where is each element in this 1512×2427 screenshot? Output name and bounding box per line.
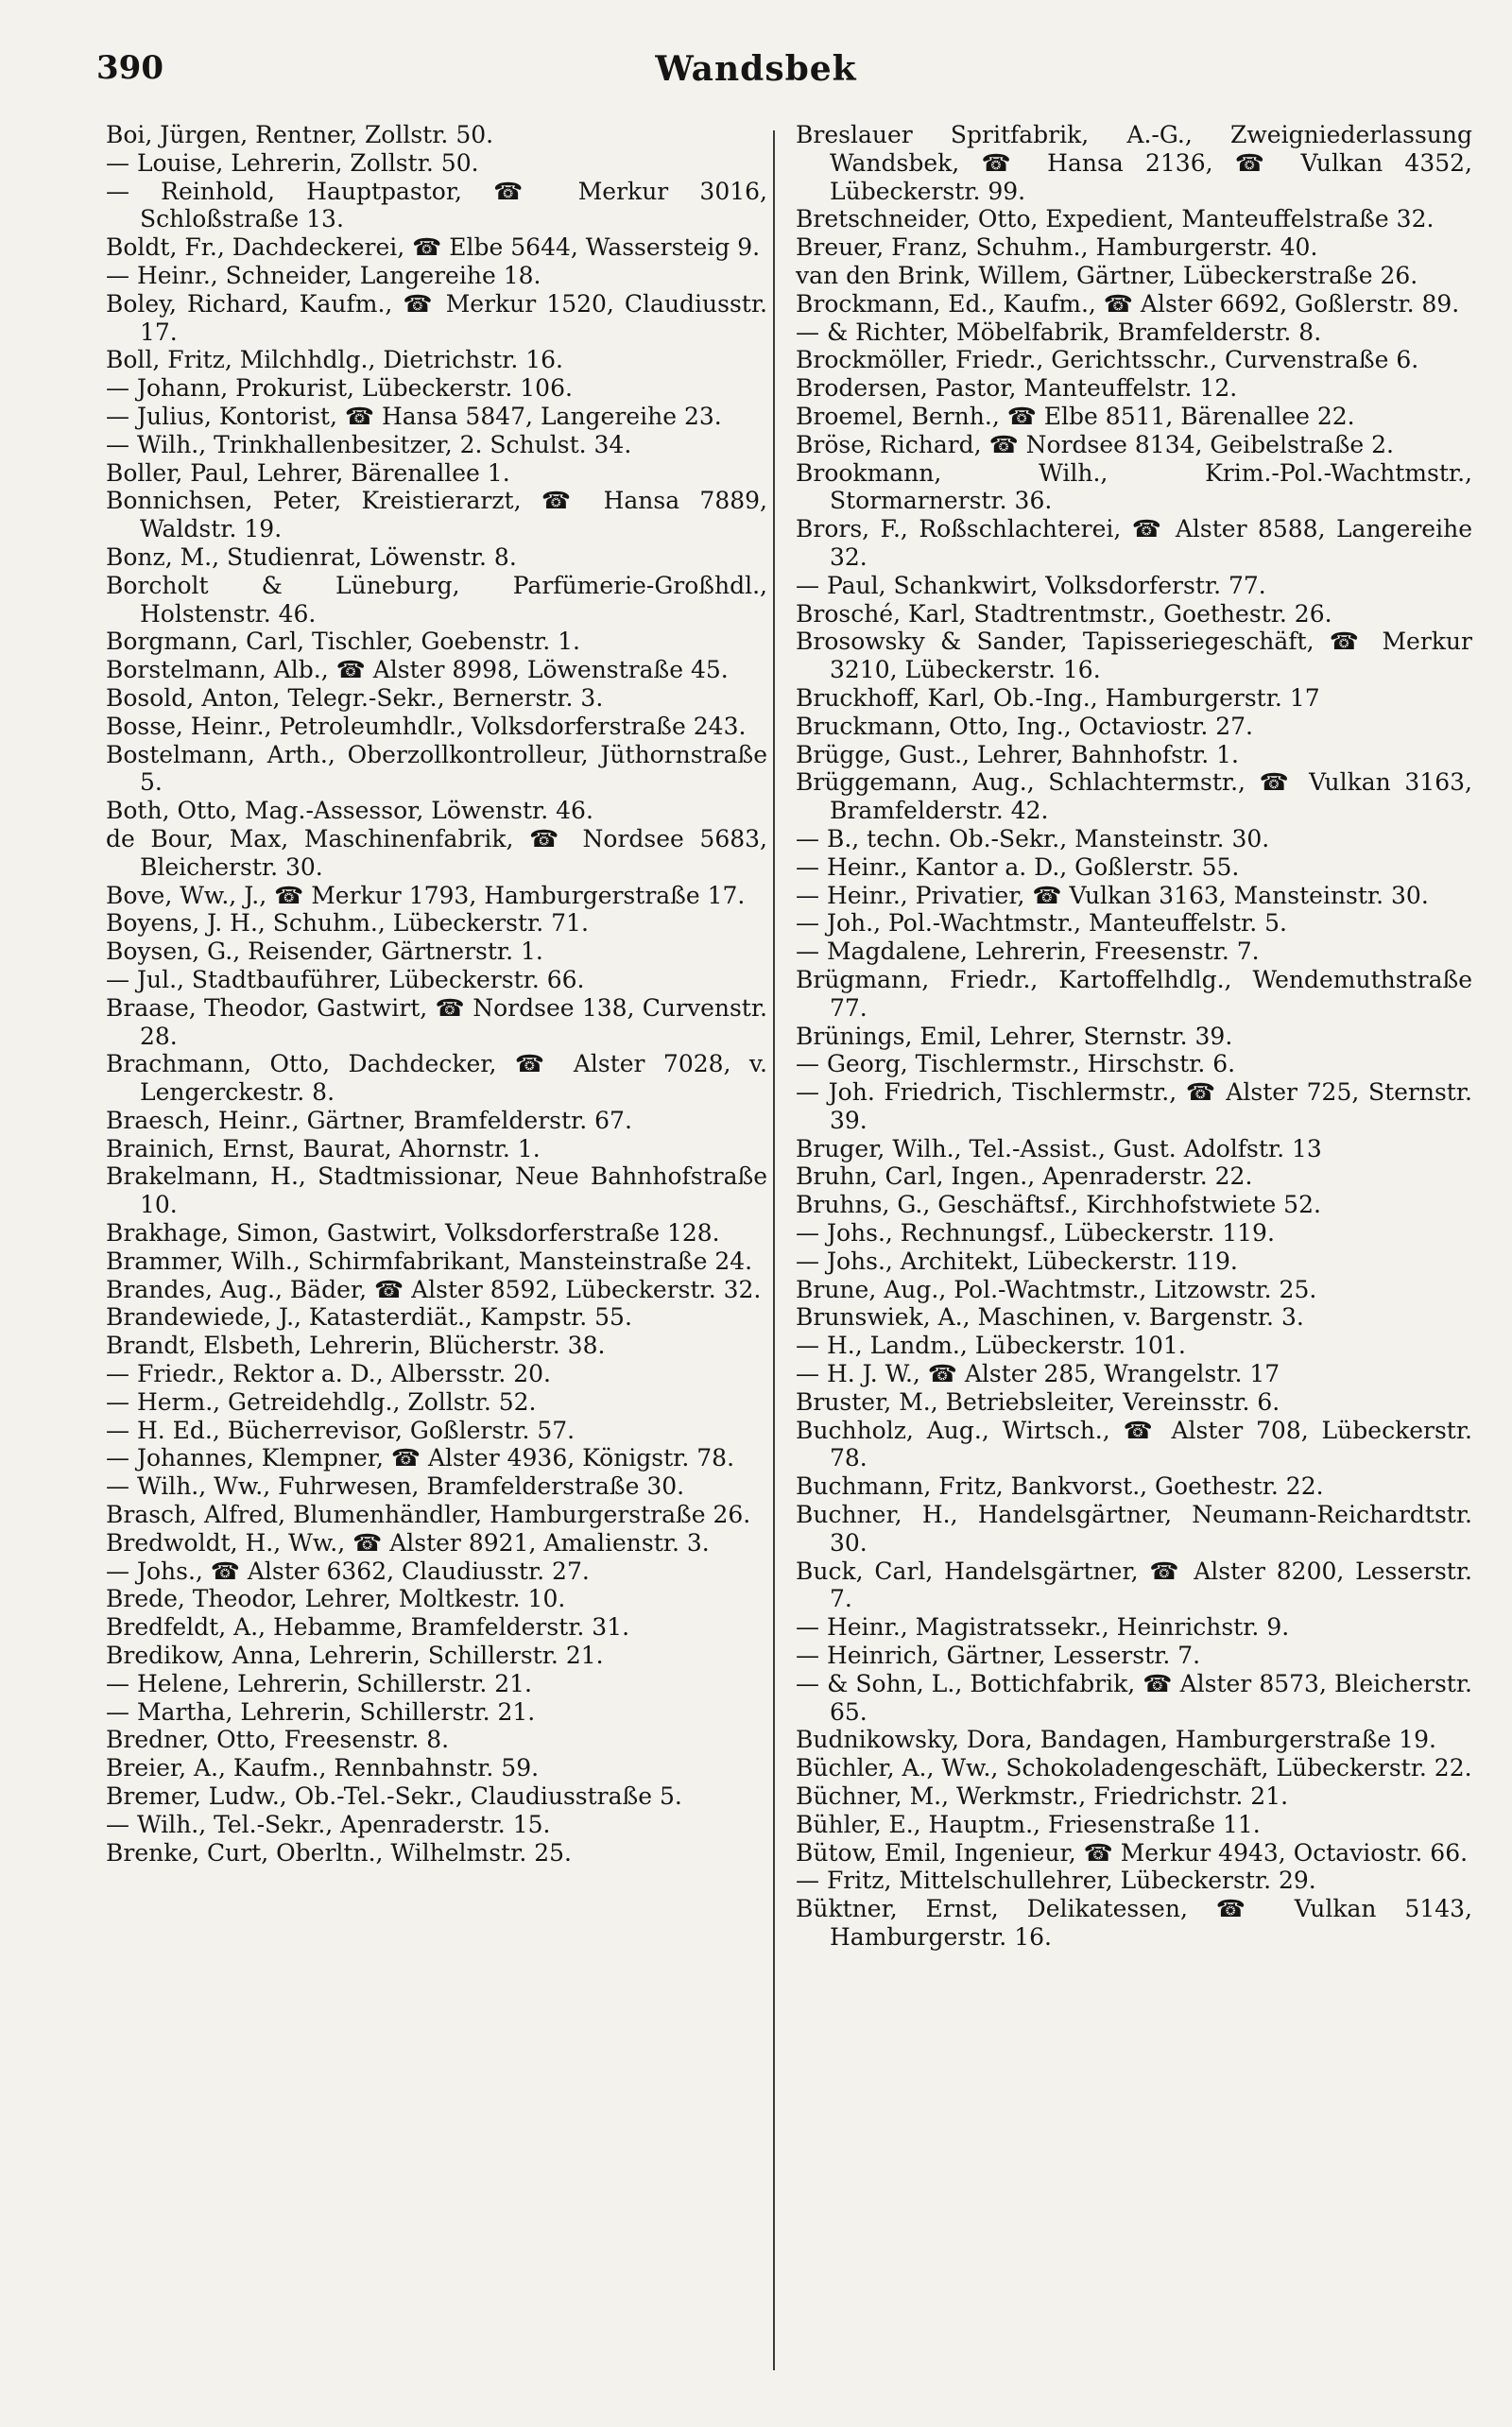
directory-entry: — H., Landm., Lübeckerstr. 101. xyxy=(796,1332,1186,1360)
directory-entry: — Joh. Friedrich, Tischlermstr., ☎ Alster 725, Sternstr. 39. xyxy=(796,1078,1472,1134)
directory-entry: Brasch, Alfred, Blumenhändler, Hamburgerstraße 26. xyxy=(106,1501,751,1529)
directory-entry: — Johs., Rechnungsf., Lübeckerstr. 119. xyxy=(796,1219,1275,1248)
directory-entry: Bühler, E., Hauptm., Friesenstraße 11. xyxy=(796,1810,1261,1838)
directory-entry: Bütow, Emil, Ingenieur, ☎ Merkur 4943, Octaviostr. 66. xyxy=(796,1838,1469,1867)
left-column xyxy=(106,121,767,1867)
directory-entry: Borcholt & Lüneburg, Parfümerie-Großhdl., Holstenstr. 46. xyxy=(106,571,767,628)
directory-entry: Brunswiek, A., Maschinen, v. Bargenstr. 3. xyxy=(796,1303,1304,1332)
directory-entry: Brockmann, Ed., Kaufm., ☎ Alster 6692, Goßlerstr. 89. xyxy=(796,289,1460,318)
directory-entry: — Johs., Architekt, Lübeckerstr. 119. xyxy=(796,1247,1238,1275)
directory-entry: — Joh., Pol.-Wachtmstr., Manteuffelstr. 5. xyxy=(796,909,1287,938)
directory-entry: Bosse, Heinr., Petroleumhdlr., Volksdorferstraße 243. xyxy=(106,712,747,740)
directory-entry: Brandewiede, J., Katasterdiät., Kampstr. 55. xyxy=(106,1303,632,1332)
directory-entry: — B., techn. Ob.-Sekr., Mansteinstr. 30. xyxy=(796,824,1270,852)
directory-entry: Borstelmann, Alb., ☎ Alster 8998, Löwenstraße 45. xyxy=(106,656,729,684)
directory-entry: Boyens, J. H., Schuhm., Lübeckerstr. 71. xyxy=(106,909,589,938)
directory-entry: Broemel, Bernh., ☎ Elbe 8511, Bärenallee 22. xyxy=(796,402,1355,430)
directory-entry: de Bour, Max, Maschinenfabrik, ☎ Nordsee 5683, Bleicherstr. 30. xyxy=(106,824,767,881)
directory-entry: Brors, F., Roßschlachterei, ☎ Alster 8588, Langereihe 32. xyxy=(796,515,1472,571)
directory-entry: — Fritz, Mittelschullehrer, Lübeckerstr. 29. xyxy=(796,1867,1316,1895)
directory-entry: Brünings, Emil, Lehrer, Sternstr. 39. xyxy=(796,1022,1233,1050)
directory-entry: — Martha, Lehrerin, Schillerstr. 21. xyxy=(106,1697,536,1726)
directory-entry: Bretschneider, Otto, Expedient, Manteuffelstraße 32. xyxy=(796,205,1435,233)
directory-entry: — Louise, Lehrerin, Zollstr. 50. xyxy=(106,148,479,177)
directory-entry: — Julius, Kontorist, ☎ Hansa 5847, Langereihe 23. xyxy=(106,402,722,430)
directory-entry: Bostelmann, Arth., Oberzollkontrolleur, Jüthornstraße 5. xyxy=(106,740,767,797)
directory-entry: Bruhns, G., Geschäftsf., Kirchhofstwiete 52. xyxy=(796,1191,1321,1219)
directory-entry: — H. J. W., ☎ Alster 285, Wrangelstr. 17 xyxy=(796,1360,1280,1388)
directory-entry: Budnikowsky, Dora, Bandagen, Hamburgerstraße 19. xyxy=(796,1726,1436,1754)
directory-entry: Bosold, Anton, Telegr.-Sekr., Bernerstr. 3. xyxy=(106,683,604,712)
directory-entry: Bonz, M., Studienrat, Löwenstr. 8. xyxy=(106,542,517,571)
right-column xyxy=(796,121,1472,1952)
directory-entry: Brosché, Karl, Stadtrentmstr., Goethestr. 26. xyxy=(796,599,1332,628)
directory-entry: — Jul., Stadtbauführer, Lübeckerstr. 66. xyxy=(106,965,585,993)
directory-entry: Brosowsky & Sander, Tapisseriegeschäft, ☎ Merkur 3210, Lübeckerstr. 16. xyxy=(796,628,1472,684)
directory-entry: Büchner, M., Werkmstr., Friedrichstr. 21. xyxy=(796,1782,1289,1811)
directory-entry: Büktner, Ernst, Delikatessen, ☎ Vulkan 5143, Hamburgerstr. 16. xyxy=(796,1895,1472,1951)
page-number: 390 xyxy=(96,49,163,87)
directory-entry: Buchner, H., Handelsgärtner, Neumann-Reichardtstr. 30. xyxy=(796,1501,1472,1557)
directory-entry: — Friedr., Rektor a. D., Albersstr. 20. xyxy=(106,1360,551,1388)
directory-entry: Brockmöller, Friedr., Gerichtsschr., Curvenstraße 6. xyxy=(796,346,1419,374)
directory-entry: Boldt, Fr., Dachdeckerei, ☎ Elbe 5644, Wassersteig 9. xyxy=(106,233,761,262)
directory-entry: — & Richter, Möbelfabrik, Bramfelderstr. 8. xyxy=(796,318,1322,346)
directory-entry: — Georg, Tischlermstr., Hirschstr. 6. xyxy=(796,1050,1236,1078)
directory-entry: Brakhage, Simon, Gastwirt, Volksdorferstraße 128. xyxy=(106,1219,720,1248)
directory-entry: Büchler, A., Ww., Schokoladengeschäft, Lübeckerstr. 22. xyxy=(796,1754,1472,1782)
directory-entry: Breslauer Spritfabrik, A.-G., Zweigniederlassung Wandsbek, ☎ Hansa 2136, ☎ Vulkan 4352, Lübeckerstr. 99. xyxy=(796,121,1472,205)
directory-entry: Bruger, Wilh., Tel.-Assist., Gust. Adolfstr. 13 xyxy=(796,1134,1322,1162)
page-header xyxy=(0,49,1512,106)
directory-entry: — Wilh., Ww., Fuhrwesen, Bramfelderstraße 30. xyxy=(106,1472,685,1501)
directory-entry: Bröse, Richard, ☎ Nordsee 8134, Geibelstraße 2. xyxy=(796,430,1394,458)
directory-entry: Boller, Paul, Lehrer, Bärenallee 1. xyxy=(106,458,510,487)
directory-entry: Brüggemann, Aug., Schlachtermstr., ☎ Vulkan 3163, Bramfelderstr. 42. xyxy=(796,768,1472,825)
directory-entry: — Johs., ☎ Alster 6362, Claudiusstr. 27. xyxy=(106,1557,590,1585)
directory-entry: Brookmann, Wilh., Krim.-Pol.-Wachtmstr., Stormarnerstr. 36. xyxy=(796,458,1472,515)
directory-entry: — Helene, Lehrerin, Schillerstr. 21. xyxy=(106,1669,533,1697)
directory-entry: — H. Ed., Bücherrevisor, Goßlerstr. 57. xyxy=(106,1416,576,1444)
directory-entry: Breier, A., Kaufm., Rennbahnstr. 59. xyxy=(106,1754,540,1782)
directory-entry: Brenke, Curt, Oberltn., Wilhelmstr. 25. xyxy=(106,1838,572,1867)
directory-entry: Breuer, Franz, Schuhm., Hamburgerstr. 40. xyxy=(796,233,1318,262)
directory-entry: Bruster, M., Betriebsleiter, Vereinsstr. 6. xyxy=(796,1387,1280,1416)
directory-entry: Bremer, Ludw., Ob.-Tel.-Sekr., Claudiusstraße 5. xyxy=(106,1782,682,1811)
directory-entry: Buchholz, Aug., Wirtsch., ☎ Alster 708, Lübeckerstr. 78. xyxy=(796,1416,1472,1472)
directory-entry: Bredwoldt, H., Ww., ☎ Alster 8921, Amalienstr. 3. xyxy=(106,1528,710,1557)
directory-entry: Bove, Ww., J., ☎ Merkur 1793, Hamburgerstraße 17. xyxy=(106,881,746,909)
directory-entry: Bruckmann, Otto, Ing., Octaviostr. 27. xyxy=(796,712,1253,740)
directory-entry: — Heinr., Privatier, ☎ Vulkan 3163, Mansteinstr. 30. xyxy=(796,881,1429,909)
directory-entry: Brügge, Gust., Lehrer, Bahnhofstr. 1. xyxy=(796,740,1239,768)
directory-entry: — & Sohn, L., Bottichfabrik, ☎ Alster 8573, Bleicherstr. 65. xyxy=(796,1669,1472,1726)
directory-entry: — Reinhold, Hauptpastor, ☎ Merkur 3016, Schloßstraße 13. xyxy=(106,177,767,233)
directory-entry: — Paul, Schankwirt, Volksdorferstr. 77. xyxy=(796,571,1266,599)
directory-entry: Boley, Richard, Kaufm., ☎ Merkur 1520, Claudiusstr. 17. xyxy=(106,289,767,346)
directory-entry: Boll, Fritz, Milchhdlg., Dietrichstr. 16. xyxy=(106,346,564,374)
directory-entry: — Johannes, Klempner, ☎ Alster 4936, Königstr. 78. xyxy=(106,1444,735,1472)
directory-entry: Braase, Theodor, Gastwirt, ☎ Nordsee 138, Curvenstr. 28. xyxy=(106,993,767,1050)
directory-entry: — Heinr., Kantor a. D., Goßlerstr. 55. xyxy=(796,852,1240,881)
directory-entry: Brakelmann, H., Stadtmissionar, Neue Bahnhofstraße 10. xyxy=(106,1162,767,1219)
directory-entry: Brodersen, Pastor, Manteuffelstr. 12. xyxy=(796,374,1238,403)
page-title: Wandsbek xyxy=(655,49,857,89)
directory-entry: Boi, Jürgen, Rentner, Zollstr. 50. xyxy=(106,121,494,148)
directory-entry: — Heinrich, Gärtner, Lesserstr. 7. xyxy=(796,1642,1201,1670)
directory-entry: Brandt, Elsbeth, Lehrerin, Blücherstr. 38. xyxy=(106,1332,606,1360)
directory-entry: Bredikow, Anna, Lehrerin, Schillerstr. 21. xyxy=(106,1642,604,1670)
directory-entry: Both, Otto, Mag.-Assessor, Löwenstr. 46. xyxy=(106,797,593,825)
directory-entry: Boysen, G., Reisender, Gärtnerstr. 1. xyxy=(106,938,543,966)
directory-entry: — Heinr., Schneider, Langereihe 18. xyxy=(106,261,541,289)
column-divider xyxy=(773,130,775,2370)
directory-entry: Brune, Aug., Pol.-Wachtmstr., Litzowstr. 25. xyxy=(796,1275,1317,1303)
directory-entry: Brainich, Ernst, Baurat, Ahornstr. 1. xyxy=(106,1134,541,1162)
directory-entry: Braesch, Heinr., Gärtner, Bramfelderstr. 67. xyxy=(106,1106,632,1134)
directory-entry: Brandes, Aug., Bäder, ☎ Alster 8592, Lübeckerstr. 32. xyxy=(106,1275,762,1303)
directory-entry: — Herm., Getreidehdlg., Zollstr. 52. xyxy=(106,1387,537,1416)
directory-entry: Bruckhoff, Karl, Ob.-Ing., Hamburgerstr. 17 xyxy=(796,683,1320,712)
directory-entry: Buck, Carl, Handelsgärtner, ☎ Alster 8200, Lesserstr. 7. xyxy=(796,1557,1472,1613)
directory-entry: — Wilh., Tel.-Sekr., Apenraderstr. 15. xyxy=(106,1810,551,1838)
directory-entry: Bonnichsen, Peter, Kreistierarzt, ☎ Hansa 7889, Waldstr. 19. xyxy=(106,487,767,543)
directory-entry: Bruhn, Carl, Ingen., Apenraderstr. 22. xyxy=(796,1162,1253,1191)
directory-entry: Bredner, Otto, Freesenstr. 8. xyxy=(106,1726,450,1754)
directory-entry: — Magdalene, Lehrerin, Freesenstr. 7. xyxy=(796,938,1260,966)
directory-entry: Borgmann, Carl, Tischler, Goebenstr. 1. xyxy=(106,628,580,656)
directory-entry: — Heinr., Magistratssekr., Heinrichstr. 9. xyxy=(796,1613,1290,1642)
directory-entry: van den Brink, Willem, Gärtner, Lübeckerstraße 26. xyxy=(796,261,1418,289)
directory-entry: Bredfeldt, A., Hebamme, Bramfelderstr. 31. xyxy=(106,1613,630,1642)
directory-entry: Brachmann, Otto, Dachdecker, ☎ Alster 7028, v. Lengerckestr. 8. xyxy=(106,1050,767,1107)
directory-entry: Brammer, Wilh., Schirmfabrikant, Mansteinstraße 24. xyxy=(106,1247,753,1275)
directory-entry: — Johann, Prokurist, Lübeckerstr. 106. xyxy=(106,374,573,403)
directory-entry: Buchmann, Fritz, Bankvorst., Goethestr. 22. xyxy=(796,1472,1324,1501)
directory-entry: — Wilh., Trinkhallenbesitzer, 2. Schulst. 34. xyxy=(106,430,632,458)
directory-entry: Brede, Theodor, Lehrer, Moltkestr. 10. xyxy=(106,1585,566,1613)
directory-entry: Brügmann, Friedr., Kartoffelhdlg., Wendemuthstraße 77. xyxy=(796,965,1472,1022)
